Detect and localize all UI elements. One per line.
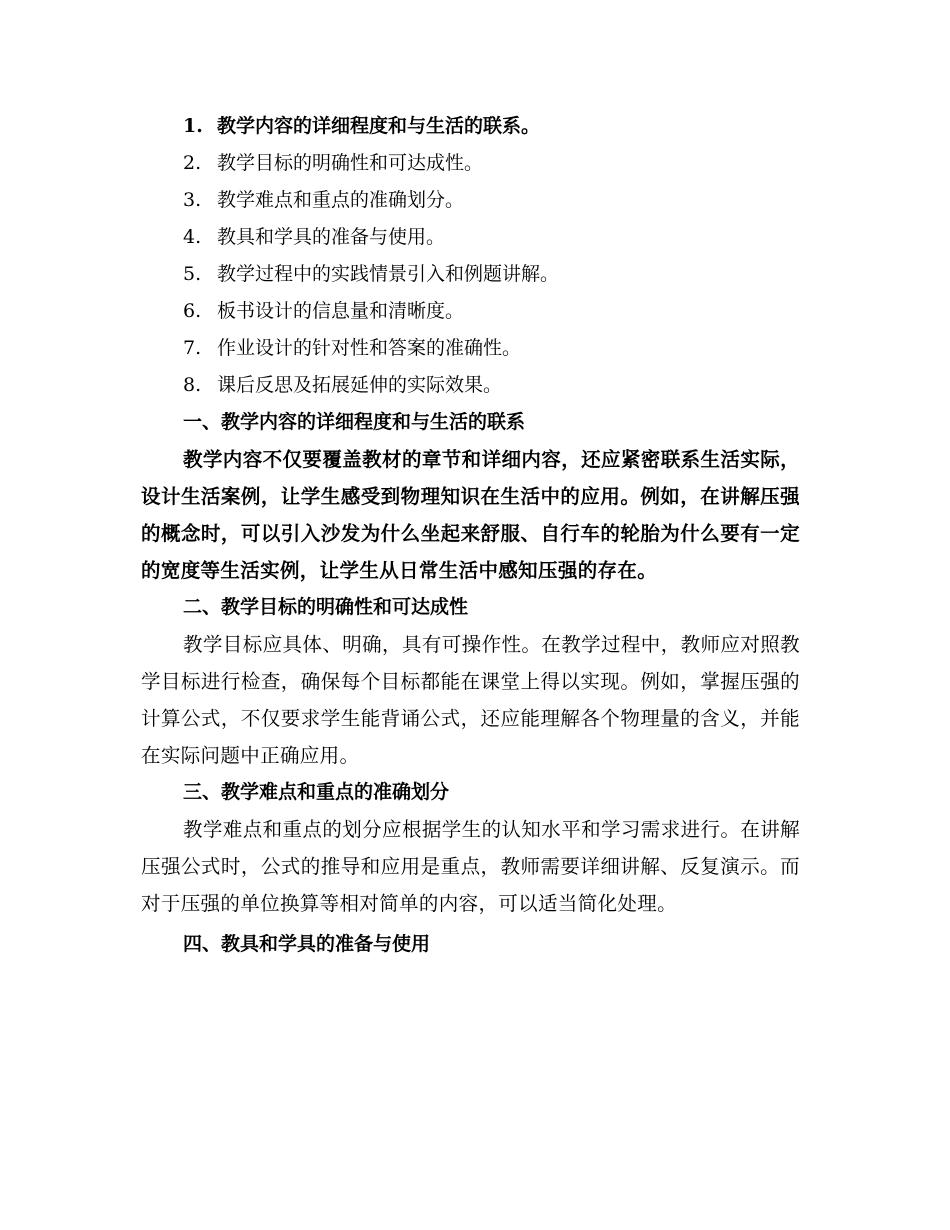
outline-list — [141, 108, 800, 404]
list-item-text: 板书设计的信息量和清晰度。 — [217, 300, 465, 322]
list-item-text: 教学过程中的实践情景引入和例题讲解。 — [217, 263, 560, 285]
section-heading: 四、教具和学具的准备与使用 — [183, 933, 431, 955]
section-body: 教学目标应具体、明确，具有可操作性。在教学过程中，教师应对照教学目标进行检查，确保每个目标都能在课堂上得以实现。例如，掌握压强的计算公式，不仅要求学生能背诵公式，还应能理解各个物理量的含义，并能在实际问题中正确应用。 — [141, 633, 800, 767]
section-content-detail — [141, 404, 800, 589]
list-item-text: 教学目标的明确性和可达成性。 — [217, 152, 484, 174]
list-item-text: 教学内容的详细程度和与生活的联系。 — [217, 115, 541, 137]
list-item — [141, 108, 800, 145]
section-heading: 一、教学内容的详细程度和与生活的联系 — [183, 411, 526, 433]
list-item — [141, 145, 800, 182]
list-item-number: 8. — [183, 374, 202, 396]
section-body: 教学难点和重点的划分应根据学生的认知水平和学习需求进行。在讲解压强公式时，公式的推导和应用是重点，教师需要详细讲解、反复演示。而对于压强的单位换算等相对简单的内容，可以适当简化处理。 — [141, 818, 800, 915]
list-item — [141, 367, 800, 404]
list-item-text: 教学难点和重点的准确划分。 — [217, 189, 465, 211]
list-item-number: 3. — [183, 189, 202, 211]
section-heading: 三、教学难点和重点的准确划分 — [183, 781, 450, 803]
list-item — [141, 330, 800, 367]
list-item — [141, 293, 800, 330]
list-item-number: 6. — [183, 300, 202, 322]
list-item-number: 2. — [183, 152, 202, 174]
list-item — [141, 182, 800, 219]
list-item-text: 作业设计的针对性和答案的准确性。 — [217, 337, 522, 359]
list-item — [141, 219, 800, 256]
section-teaching-aids — [141, 926, 800, 963]
section-body: 教学内容不仅要覆盖教材的章节和详细内容，还应紧密联系生活实际，设计生活案例，让学生感受到物理知识在生活中的应用。例如，在讲解压强的概念时，可以引入沙发为什么坐起来舒服、自行车的轮胎为什么要有一定的宽度等生活实例，让学生从日常生活中感知压强的存在。 — [141, 448, 800, 582]
list-item-number: 5. — [183, 263, 202, 285]
list-item-number: 7. — [183, 337, 202, 359]
list-item — [141, 256, 800, 293]
section-key-points — [141, 774, 800, 922]
list-item-text: 课后反思及拓展延伸的实际效果。 — [217, 374, 503, 396]
list-item-number: 4. — [183, 226, 202, 248]
section-objectives — [141, 589, 800, 774]
list-item-number: 1. — [183, 115, 203, 137]
list-item-text: 教具和学具的准备与使用。 — [217, 226, 446, 248]
section-heading: 二、教学目标的明确性和可达成性 — [183, 596, 469, 618]
